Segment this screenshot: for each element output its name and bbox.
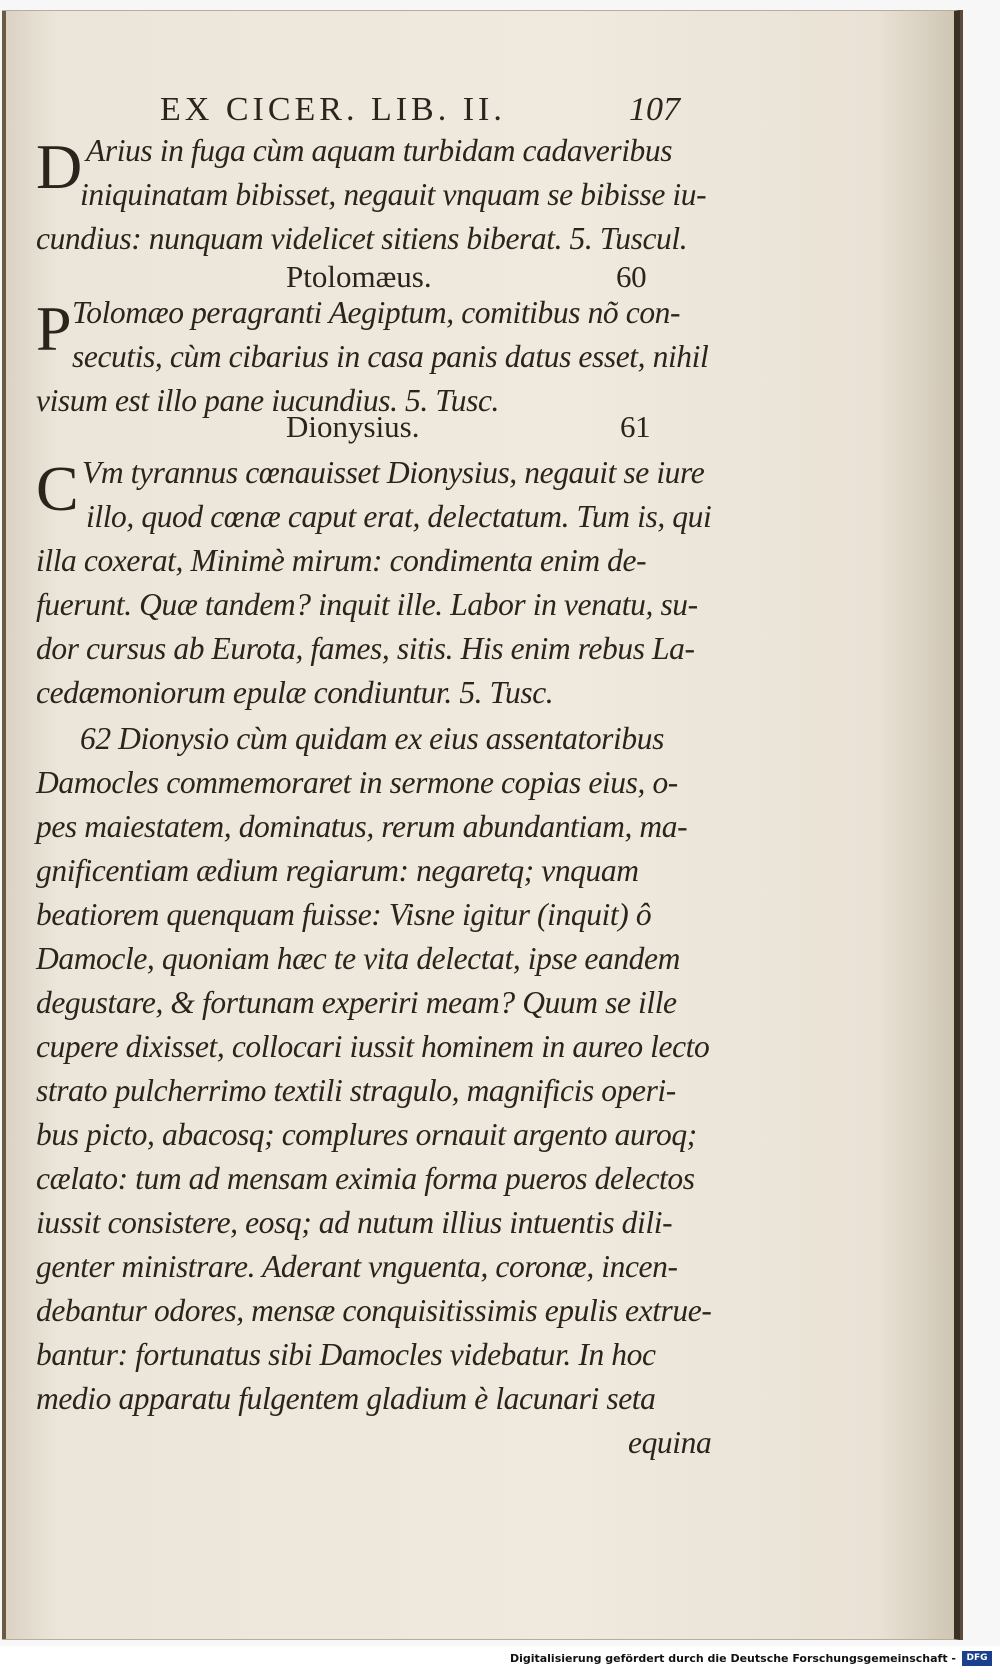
text-line: degustare, & fortunam experiri meam? Quum se ille — [36, 985, 677, 1020]
page-gutter-edge — [2, 11, 6, 1639]
text-line: dor cursus ab Eurota, fames, sitis. His enim rebus La- — [36, 631, 695, 666]
text-line: bus picto, abacosq; complures ornauit argento auroq; — [36, 1117, 697, 1152]
text-line: strato pulcherrimo textili stragulo, magnificis operi- — [36, 1073, 676, 1108]
book-page — [2, 10, 960, 1640]
section-number: 61 — [620, 409, 651, 444]
text-line: Arius in fuga cùm aquam turbidam cadaveribus — [86, 133, 673, 168]
text-line: illa coxerat, Minimè mirum: condimenta enim de- — [36, 543, 647, 578]
text-line: cupere dixisset, collocari iussit hominem in aureo lecto — [36, 1029, 710, 1064]
text-line: illo, quod cœnæ caput erat, delectatum. Tum is, qui — [86, 499, 712, 534]
text-line: medio apparatu fulgentem gladium è lacunari seta — [36, 1381, 656, 1416]
text-line: pes maiestatem, dominatus, rerum abundantiam, ma- — [36, 809, 688, 844]
text-line: Damocles commemoraret in sermone copias eius, o- — [36, 765, 678, 800]
running-title: EX CICER. LIB. II. — [160, 91, 506, 128]
text-line: beatiorem quenquam fuisse: Visne igitur (inquit) ô — [36, 897, 652, 932]
text-line: genter ministrare. Aderant vnguenta, coronæ, incen- — [36, 1249, 678, 1284]
text-line: iussit consistere, eosq; ad nutum illius intuentis dili- — [36, 1205, 673, 1240]
text-line: cedæmoniorum epulæ condiuntur. 5. Tusc. — [36, 675, 554, 710]
running-header — [160, 91, 680, 131]
text-line: bantur: fortunatus sibi Damocles videbatur. In hoc — [36, 1337, 656, 1372]
text-line: Vm tyrannus cœnauisset Dionysius, negauit se iure — [82, 455, 705, 490]
drop-cap-c: C — [36, 453, 79, 524]
section-heading: Dionysius. — [286, 409, 420, 444]
dfg-logo-icon: DFG — [962, 1651, 992, 1666]
text-line: gnificentiam ædium regiarum: negaretq; vnquam — [36, 853, 639, 888]
drop-cap-p: P — [36, 293, 72, 364]
text-line: 62 Dionysio cùm quidam ex eius assentatoribus — [80, 721, 664, 756]
drop-cap-d: D — [36, 131, 82, 202]
page-number: 107 — [629, 91, 680, 128]
text-line: debantur odores, mensæ conquisitissimis epulis extrue- — [36, 1293, 712, 1328]
text-line: Tolomæo peragranti Aegiptum, comitibus nõ con- — [72, 295, 681, 330]
text-line: secutis, cùm cibarius in casa panis datus esset, nihil — [72, 339, 709, 374]
footer-bar — [0, 1650, 1000, 1670]
catchword: equina — [628, 1425, 712, 1460]
text-line: fuerunt. Quæ tandem? inquit ille. Labor in venatu, su- — [36, 587, 698, 622]
text-line: iniquinatam bibisset, negauit vnquam se bibisse iu- — [80, 177, 707, 212]
text-line: visum est illo pane iucundius. 5. Tusc. — [36, 383, 500, 418]
text-line: Damocle, quoniam hæc te vita delectat, ipse eandem — [36, 941, 680, 976]
section-number: 60 — [616, 259, 647, 294]
text-line: cundius: nunquam videlicet sitiens biberat. 5. Tuscul. — [36, 221, 688, 256]
section-heading: Ptolomæus. — [286, 259, 432, 294]
footer-credit: Digitalisierung gefördert durch die Deutsche Forschungsgemeinschaft - — [509, 1652, 956, 1665]
text-line: cælato: tum ad mensam eximia forma pueros delectos — [36, 1161, 695, 1196]
